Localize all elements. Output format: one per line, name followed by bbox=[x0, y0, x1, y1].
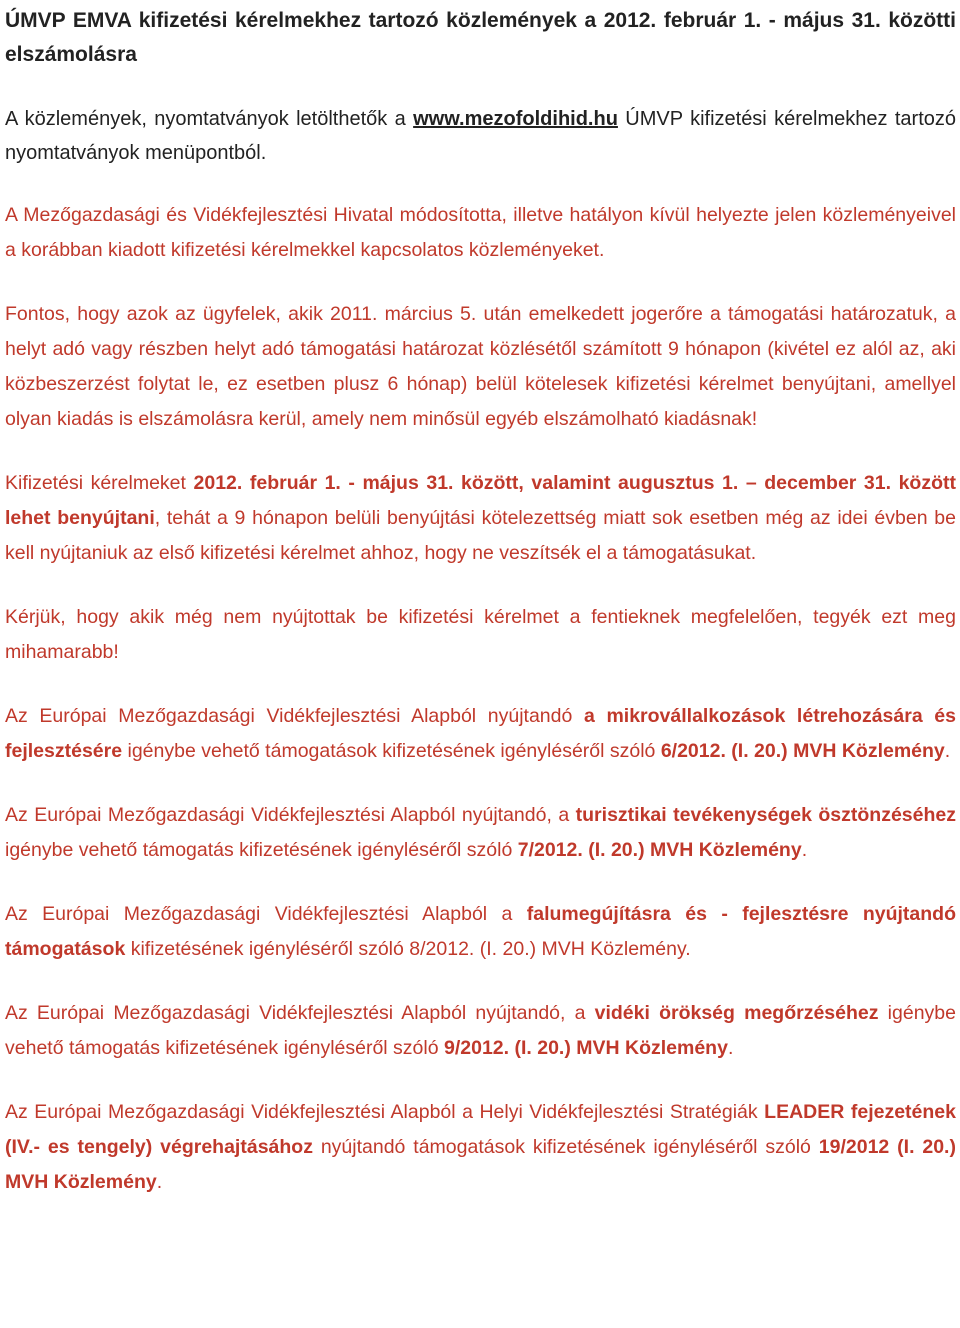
p6-text-c: igénybe vehető támogatás kifizetésének igényléséről szóló bbox=[5, 839, 518, 861]
p7-text-a: Az Európai Mezőgazdasági Vidékfejlesztési Alapból a bbox=[5, 903, 527, 925]
paragraph-notice-9-2012 bbox=[5, 996, 956, 1066]
p5-text-a: Az Európai Mezőgazdasági Vidékfejlesztési Alapból nyújtandó bbox=[5, 705, 584, 727]
intro-text-after: ÚMVP kifizetési kérelmekhez tartozó nyomtatványok menüpontból. bbox=[5, 108, 956, 164]
p6-text-e: . bbox=[801, 839, 808, 861]
p6-text-a: Az Európai Mezőgazdasági Vidékfejlesztési Alapból nyújtandó, a bbox=[5, 804, 576, 826]
p6-topic: turisztikai tevékenységek ösztönzéséhez bbox=[575, 804, 956, 826]
document-title: ÚMVP EMVA kifizetési kérelmekhez tartozó közlemények a 2012. február 1. - május 31. közötti elszámolásra bbox=[5, 9, 956, 66]
p5-text-e: . bbox=[944, 740, 951, 762]
p9-text-e: . bbox=[156, 1171, 163, 1193]
p9-text-c: nyújtandó támogatások kifizetésének igényléséről szóló bbox=[312, 1136, 819, 1158]
p7-topic: falumegújításra és - fejlesztésre nyújtandó támogatások bbox=[5, 903, 956, 960]
p9-notice-ref: 19/2012 (I. 20.) MVH Közlemény bbox=[5, 1136, 956, 1193]
p9-topic: LEADER fejezetének (IV.- es tengely) végrehajtásához bbox=[5, 1101, 956, 1158]
p6-notice-ref: 7/2012. (I. 20.) MVH Közlemény bbox=[517, 839, 802, 861]
mezofoldihid-link[interactable]: www.mezofoldihid.hu bbox=[413, 108, 618, 130]
p8-text-c: igénybe vehető támogatás kifizetésének igényléséről szóló bbox=[5, 1002, 956, 1059]
p8-notice-ref: 9/2012. (I. 20.) MVH Közlemény bbox=[444, 1037, 728, 1059]
p3-text-a: Kifizetési kérelmeket bbox=[5, 472, 194, 494]
paragraph-submission-periods bbox=[5, 466, 956, 571]
p5-topic: a mikrovállalkozások létrehozására és fejlesztésére bbox=[5, 705, 956, 762]
p7-text-c: kifizetésének igényléséről szóló 8/2012. (I. 20.) MVH Közlemény. bbox=[125, 938, 691, 960]
paragraph-notice-19-2012 bbox=[5, 1095, 956, 1200]
paragraph-deadline-warning: Fontos, hogy azok az ügyfelek, akik 2011. március 5. után emelkedett jogerőre a támogatási határozatuk, a helyt adó vagy részben helyt adó támogatási határozat közlésétől számított 9 hónapon (kivétel ez alól az, aki közbeszerzést folytat le, ez esetben plusz 6 hónap) belül kötelesek kifizetési kérelmet benyújtani, amellyel olyan kiadás is elszámolásra kerül, amely nem minősül egyéb elszámolható kiadásnak! bbox=[5, 303, 956, 430]
paragraph-notice-7-2012 bbox=[5, 798, 956, 868]
p3-text-c: , tehát a 9 hónapon belüli benyújtási kötelezettség miatt sok esetben még az idei évben be kell nyújtaniuk az első kifizetési kérelmet ahhoz, hogy ne veszítsék el a támogatásukat. bbox=[5, 507, 956, 564]
intro-text-before: A közlemények, nyomtatványok letölthetők a bbox=[5, 108, 414, 130]
paragraph-notice-8-2012 bbox=[5, 897, 956, 967]
p8-text-e: . bbox=[727, 1037, 734, 1059]
p5-notice-ref: 6/2012. (I. 20.) MVH Közlemény bbox=[660, 740, 945, 762]
p8-topic: vidéki örökség megőrzéséhez bbox=[594, 1002, 879, 1024]
p5-text-c: igénybe vehető támogatások kifizetésének igényléséről szóló bbox=[122, 740, 661, 762]
download-intro bbox=[5, 102, 956, 170]
p8-text-a: Az Európai Mezőgazdasági Vidékfejlesztési Alapból nyújtandó, a bbox=[5, 1002, 595, 1024]
paragraph-modification-notice: A Mezőgazdasági és Vidékfejlesztési Hivatal módosította, illetve hatályon kívül helyezte jelen közleményeivel a korábban kiadott kifizetési kérelmekkel kapcsolatos közleményeket. bbox=[5, 204, 956, 261]
paragraph-notice-6-2012 bbox=[5, 699, 956, 769]
p3-submission-dates: 2012. február 1. - május 31. között, valamint augusztus 1. – december 31. között lehet benyújtani bbox=[5, 472, 956, 529]
paragraph-request: Kérjük, hogy akik még nem nyújtottak be kifizetési kérelmet a fentieknek megfelelően, tegyék ezt meg mihamarabb! bbox=[5, 606, 956, 663]
p9-text-a: Az Európai Mezőgazdasági Vidékfejlesztési Alapból a Helyi Vidékfejlesztési Stratégiák bbox=[5, 1101, 765, 1123]
